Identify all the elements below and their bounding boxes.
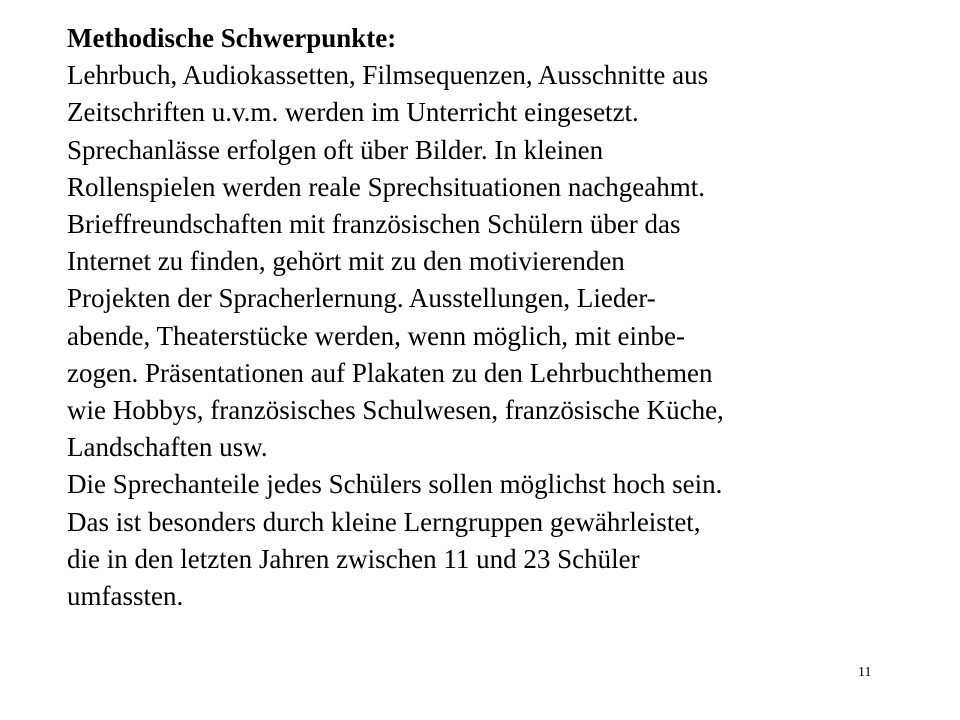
text-line: Zeitschriften u.v.m. werden im Unterricht eingesetzt. (67, 97, 639, 128)
text-line: Brieffreundschaften mit französischen Schülern über das (67, 209, 681, 240)
text-line: Projekten der Spracherlernung. Ausstellungen, Lieder- (67, 283, 656, 314)
text-line: Internet zu finden, gehört mit zu den motivierenden (67, 246, 625, 277)
text-line: umfassten. (67, 581, 184, 612)
slide-text-body (67, 20, 947, 615)
text-line: wie Hobbys, französisches Schulwesen, französische Küche, (67, 395, 724, 426)
slide-heading: Methodische Schwerpunkte: (67, 23, 397, 53)
text-line: Rollenspielen werden reale Sprechsituationen nachgeahmt. (67, 171, 706, 202)
text-line: Sprechanlässe erfolgen oft über Bilder. In kleinen (67, 134, 604, 165)
page-number: 11 (858, 665, 872, 680)
text-line: Das ist besonders durch kleine Lerngruppen gewährleistet, (67, 506, 701, 537)
text-line: die in den letzten Jahren zwischen 11 und 23 Schüler (67, 543, 640, 574)
text-line: Lehrbuch, Audiokassetten, Filmsequenzen, Ausschnitte aus (67, 60, 709, 91)
text-line: Die Sprechanteile jedes Schülers sollen möglichst hoch sein. (67, 469, 723, 500)
text-line: Landschaften usw. (67, 432, 268, 463)
text-line: abende, Theaterstücke werden, wenn möglich, mit einbe- (67, 320, 686, 351)
text-line: zogen. Präsentationen auf Plakaten zu den Lehrbuchthemen (67, 357, 713, 388)
